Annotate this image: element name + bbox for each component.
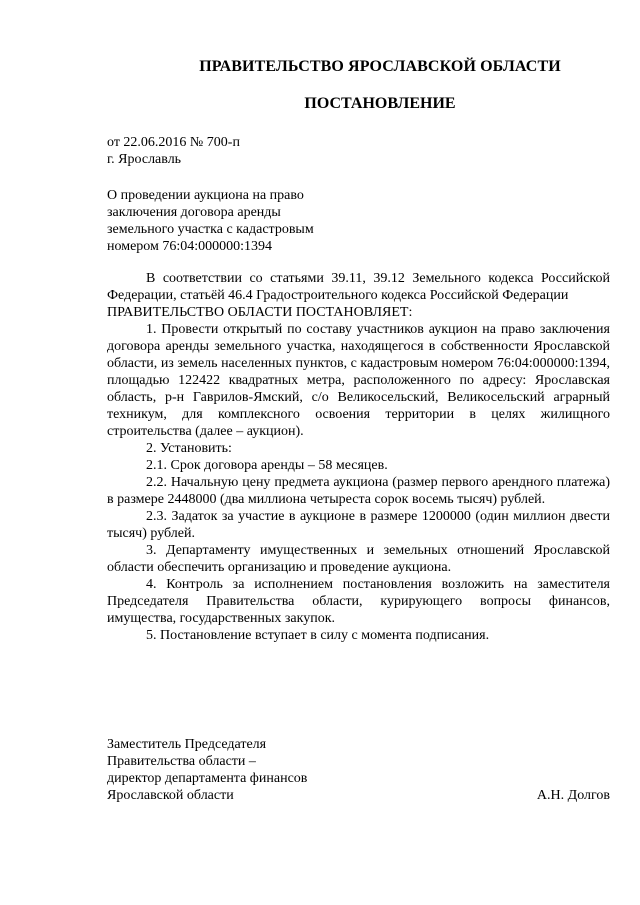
date-number: от 22.06.2016 № 700-п: [107, 135, 240, 150]
item-paragraph: 3. Департаменту имущественных и земельных отношений Ярославской области обеспечить организацию и проведение аукциона.: [107, 543, 610, 575]
item-paragraph: 2.1. Срок договора аренды – 58 месяцев.: [146, 458, 388, 473]
signer-position-line: Ярославской области: [107, 788, 234, 803]
subject-line: номером 76:04:000000:1394: [107, 239, 273, 254]
item-paragraph: 2. Установить:: [146, 441, 232, 456]
signer-position-line: Правительства области –: [107, 754, 256, 769]
subject-line: заключения договора аренды: [107, 205, 281, 220]
subject-line: О проведении аукциона на право: [107, 188, 304, 203]
document-body: [107, 270, 610, 644]
decree-line: ПРАВИТЕЛЬСТВО ОБЛАСТИ ПОСТАНОВЛЯЕТ:: [107, 305, 413, 320]
item-paragraph: 1. Провести открытый по составу участников аукцион на право заключения договора аренды земельного участка, находящегося в собственности Ярославской области, из земель населенных пунктов, с кадастровым номером 76:04:000000:1394, площадью 122422 квадратных метра, расположенного по адресу: Ярославская область, р-н Гаврилов-Ямский, с/о Великосельский, Великосельский аграрный техникум, для комплексного освоения территории в целях жилищного строительства (далее – аукцион).: [107, 322, 610, 439]
document-type-title: ПОСТАНОВЛЕНИЕ: [304, 95, 456, 112]
document-meta: [107, 134, 240, 168]
item-paragraph: 2.2. Начальную цену предмета аукциона (размер первого арендного платежа) в размере 2448000 (два миллиона четыреста сорок восемь тысяч) рублей.: [107, 475, 610, 507]
signer-position-line: Заместитель Председателя: [107, 737, 267, 752]
signer-name: А.Н. Долгов: [536, 788, 610, 803]
signer-position-line: директор департамента финансов: [107, 771, 308, 786]
item-paragraph: 5. Постановление вступает в силу с момента подписания.: [146, 628, 490, 643]
subject-line: земельного участка с кадастровым: [107, 222, 314, 237]
signature-block: [107, 736, 610, 804]
city: г. Ярославль: [107, 152, 182, 167]
authority-title: ПРАВИТЕЛЬСТВО ЯРОСЛАВСКОЙ ОБЛАСТИ: [199, 58, 561, 75]
preamble-paragraph: В соответствии со статьями 39.11, 39.12 Земельного кодекса Российской Федерации, статьёй 46.4 Градостроительного кодекса Российской Федерации: [107, 271, 610, 303]
item-paragraph: 4. Контроль за исполнением постановления возложить на заместителя Председателя Правительства области, курирующего вопросы финансов, имущества, государственных закупок.: [107, 577, 610, 626]
document-subject: [107, 187, 314, 255]
item-paragraph: 2.3. Задаток за участие в аукционе в размере 1200000 (один миллион двести тысяч) рублей.: [107, 509, 610, 541]
